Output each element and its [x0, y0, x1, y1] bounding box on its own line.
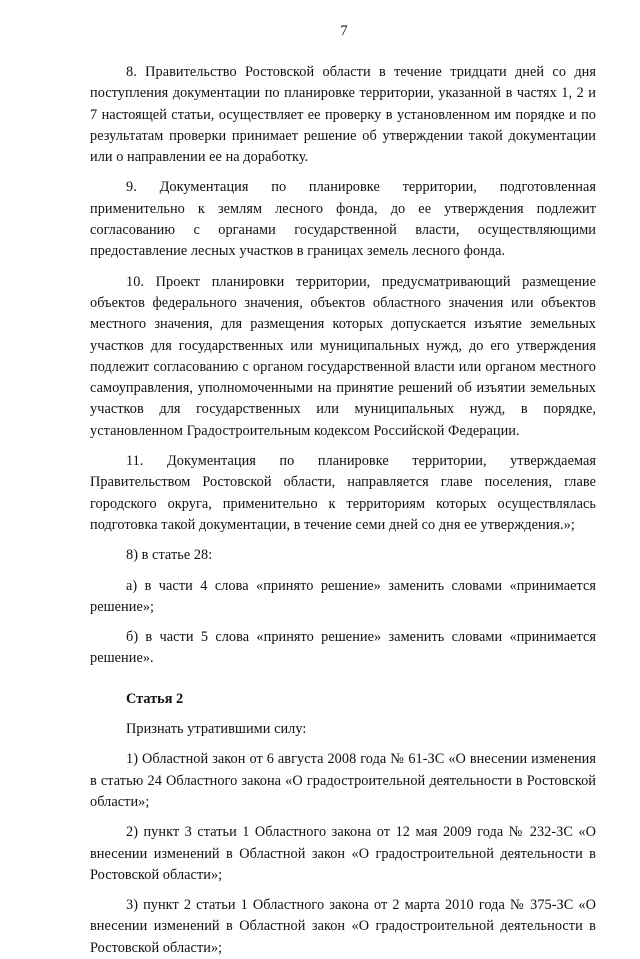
paragraph-10: 10. Проект планировки территории, предусматривающий размещение объектов федерального значения, объектов областного значения или объектов местного значения, для размещения которых допускается изъятие земельных участков для государственных или муниципальных нужд, до его утверждения подлежит согласованию с органом государственной власти или органом местного самоуправления, уполномоченными на принятие решений об изъятии земельных участков для государственных или муниципальных нужд, в порядке, установленном Градостроительным кодексом Российской Федерации.: [90, 273, 596, 439]
paragraph-repeal-intro: Признать утратившими силу:: [126, 721, 307, 738]
paragraph-repeal-1: 1) Областной закон от 6 августа 2008 года № 61-ЗС «О внесении изменения в статью 24 Областного закона «О градостроительной деятельности в Ростовской области»;: [90, 751, 596, 810]
paragraph-9: 9. Документация по планировке территории, подготовленная применительно к землям лесного фонда, до ее утверждения подлежит согласованию с органами государственной власти, осуществляющими предоставление лесных участков в границах земель лесного фонда.: [90, 179, 596, 260]
paragraph-repeal-3: 3) пункт 2 статьи 1 Областного закона от 2 марта 2010 года № 375-ЗС «О внесении изменений в Областной закон «О градостроительной деятельности в Ростовской области»;: [90, 897, 596, 956]
paragraph-8: 8. Правительство Ростовской области в течение тридцати дней со дня поступления документации по планировке территории, указанной в частях 1, 2 и 7 настоящей статьи, осуществляет ее проверку в установленном им порядке и по результатам проверки принимает решение об утверждении такой документации или о направлении ее на доработку.: [90, 64, 596, 166]
paragraph-item-b: б) в части 5 слова «принято решение» заменить словами «принимается решение».: [90, 629, 596, 667]
paragraph-article-28: 8) в статье 28:: [126, 547, 213, 564]
page-number: 7: [340, 23, 348, 39]
paragraph-item-a: а) в части 4 слова «принято решение» заменить словами «принимается решение»;: [90, 577, 596, 615]
paragraph-repeal-2: 2) пункт 3 статьи 1 Областного закона от 12 мая 2009 года № 232-ЗС «О внесении изменений в Областной закон «О градостроительной деятельности в Ростовской области»;: [90, 824, 596, 883]
paragraph-11: 11. Документация по планировке территории, утверждаемая Правительством Ростовской области, направляется главе поселения, главе городского округа, применительно к территориям которых осуществлялась подготовка такой документации, в течение семи дней со дня ее утверждения.»;: [90, 453, 596, 533]
article-heading: Статья 2: [126, 690, 184, 707]
